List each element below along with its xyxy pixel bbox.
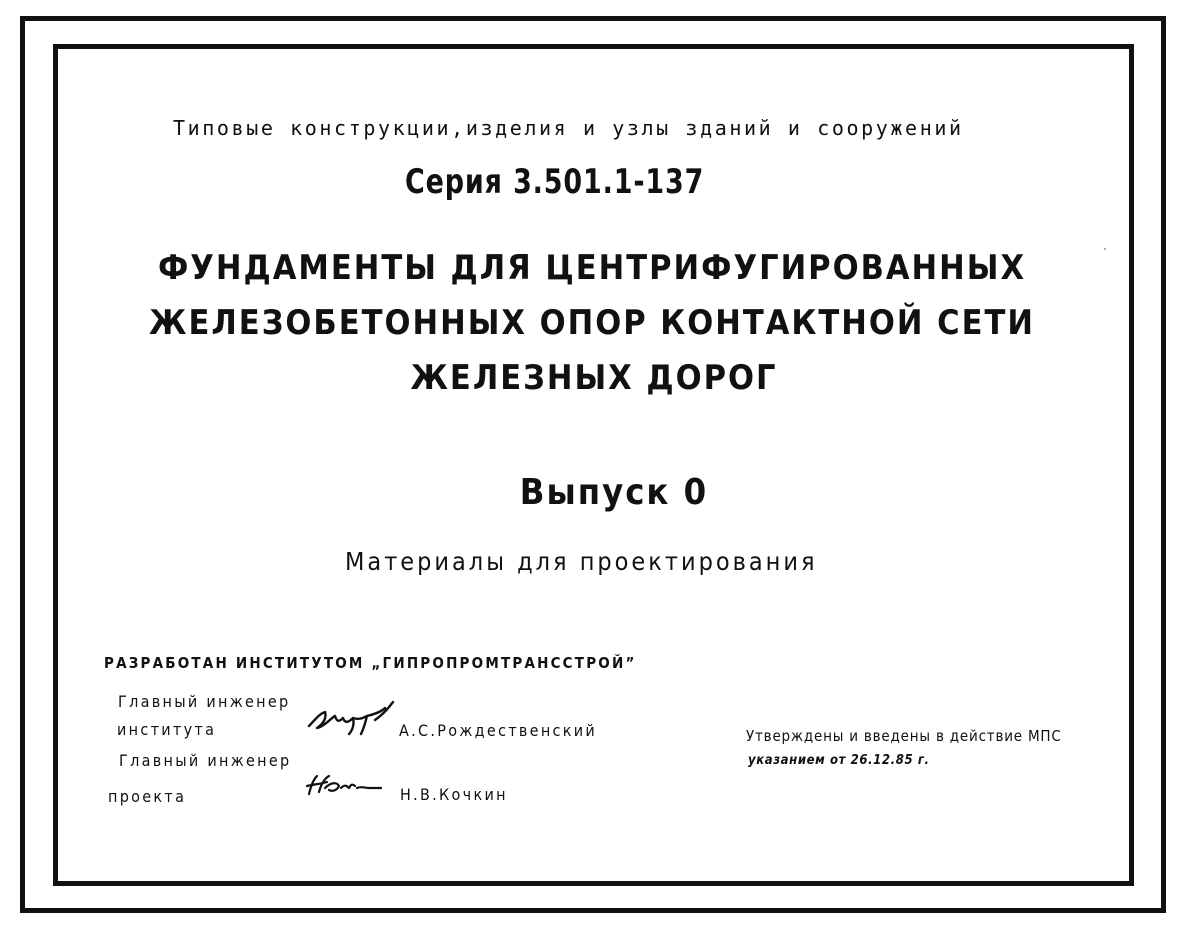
signature-kochkin: [303, 772, 383, 798]
chief-engineer-institute-role-line1: Главный инженер: [118, 692, 291, 711]
issue-number: Выпуск 0: [519, 472, 709, 513]
title-line-2: ЖЕЛЕЗОБЕТОННЫХ ОПОР КОНТАКТНОЙ СЕТИ: [149, 303, 1035, 343]
title-line-3: ЖЕЛЕЗНЫХ ДОРОГ: [410, 358, 778, 398]
approval-line-2: указанием от 26.12.85 г.: [748, 753, 930, 768]
signature-rozhdestvensky: [305, 700, 397, 736]
approval-line-1: Утверждены и введены в действие МПС: [746, 727, 1062, 745]
developer-line: РАЗРАБОТАН ИНСТИТУТОМ „ГИПРОПРОМТРАНССТРОЙ”: [104, 654, 637, 672]
subtitle: Материалы для проектирования: [345, 547, 818, 576]
chief-engineer-project-name: Н.В.Кочкин: [400, 785, 508, 804]
header-line: Типовые конструкции,изделия и узлы зданий и сооружений: [173, 116, 964, 140]
chief-engineer-project-role-line2: проекта: [108, 787, 187, 806]
chief-engineer-institute-role-line2: института: [117, 720, 217, 739]
title-line-1: ФУНДАМЕНТЫ ДЛЯ ЦЕНТРИФУГИРОВАННЫХ: [157, 248, 1027, 288]
chief-engineer-project-role-line1: Главный инженер: [119, 751, 292, 770]
scan-speck: [1104, 248, 1106, 250]
series-code: Серия 3.501.1-137: [405, 162, 705, 202]
chief-engineer-institute-name: А.С.Рождественский: [399, 721, 598, 740]
